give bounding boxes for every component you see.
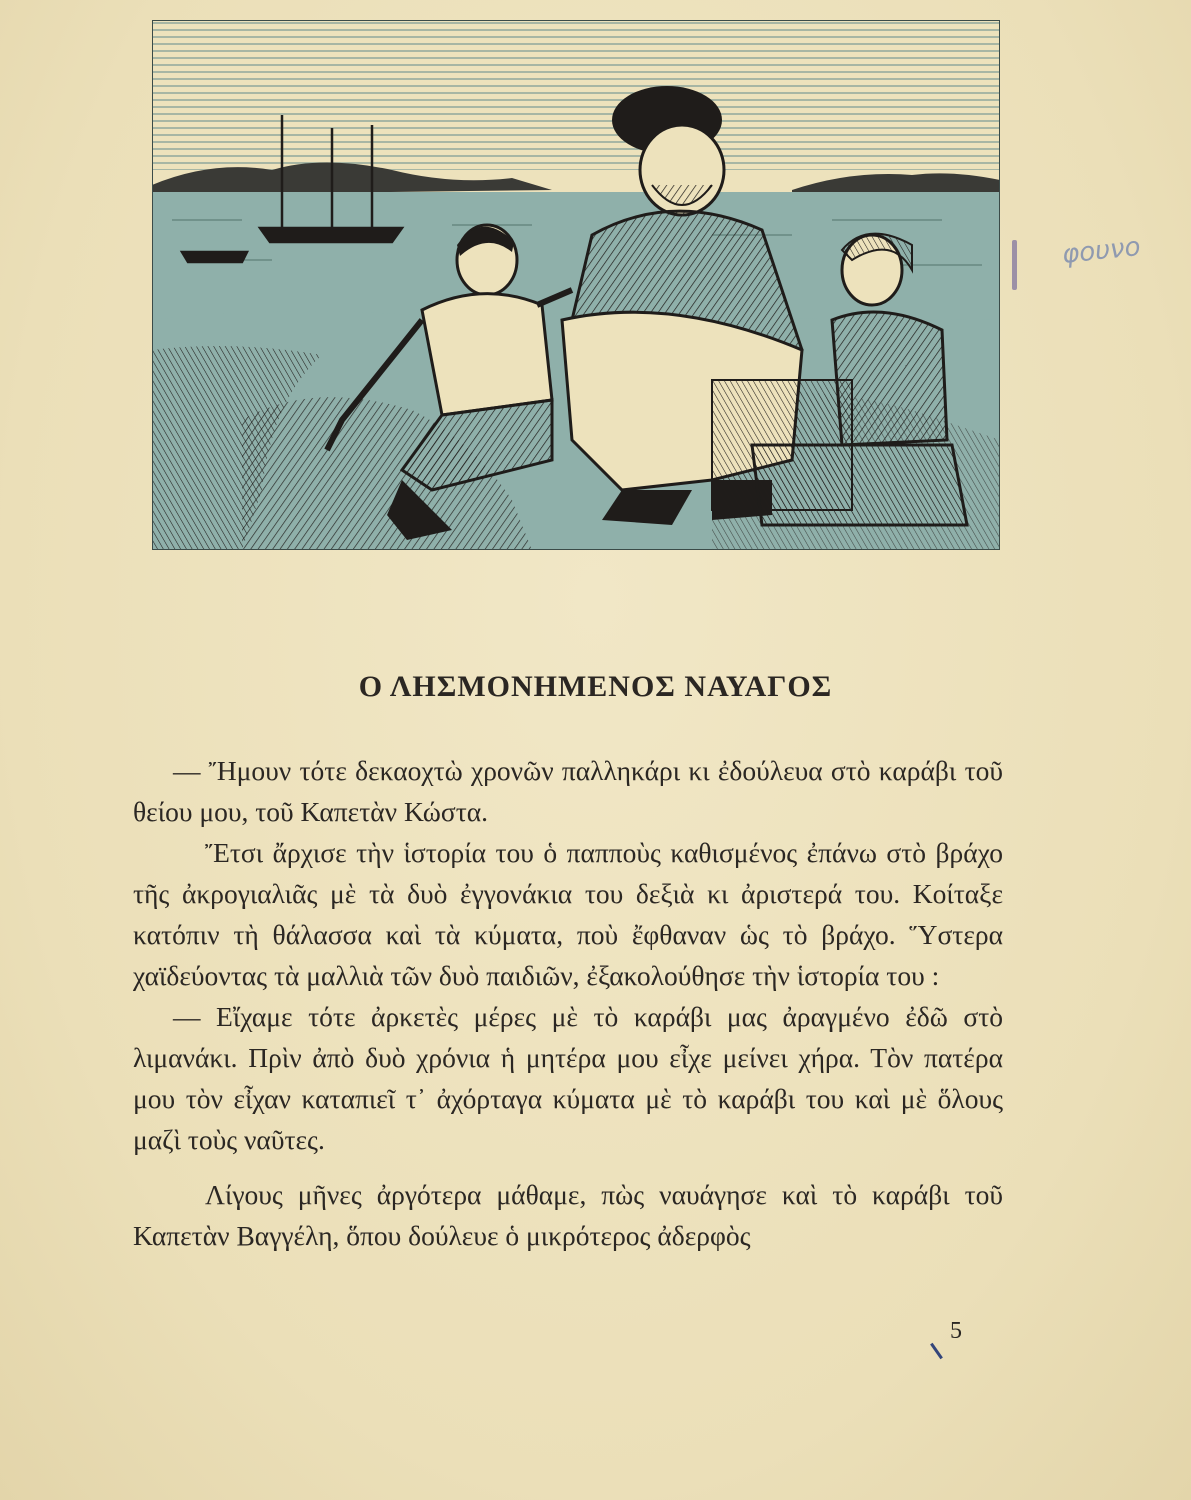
pencil-margin-mark: [1012, 240, 1017, 290]
paragraph-1: — Ἤμουν τότε δεκαοχτὼ χρονῶν παλληκάρι κι ἐδούλευα στὸ καράβι τοῦ θείου μου, τοῦ Καπετὰν Κώστα.: [133, 755, 1003, 827]
illustration-svg: [152, 20, 1000, 550]
ink-mark: [930, 1343, 943, 1359]
chapter-title: Ο ΛΗΣΜΟΝΗΜΕΝΟΣ ΝΑΥΑΓΟΣ: [358, 670, 833, 704]
body-text: [133, 750, 1003, 1256]
handwritten-margin-note: φουνο: [1060, 231, 1142, 271]
paragraph-3: — Εἴχαμε τότε ἀρκετὲς μέρες μὲ τὸ καράβι μας ἀραγμένο ἐδῶ στὸ λιμανάκι. Πρὶν ἀπὸ δυὸ χρόνια ἡ μητέρα μου εἶχε μείνει χήρα. Τὸν πατέρα μου τὸν εἶχαν καταπιεῖ τ᾿ ἀχόρταγα κύματα μὲ τὸ καράβι του καὶ μὲ ὅλους μαζὶ τοὺς ναῦτες.: [133, 1001, 1003, 1155]
woodcut-illustration: [152, 20, 1000, 550]
paragraph-2: Ἔτσι ἄρχισε τὴν ἱστορία του ὁ παπποὺς καθισμένος ἐπάνω στὸ βράχο τῆς ἀκρογιαλιᾶς μὲ τὰ δυὸ ἐγγονάκια του δεξιὰ κι ἀριστερά του. Κοίταξε κατόπιν τὴ θάλασσα καὶ τὰ κύματα, ποὺ ἔφθαναν ὡς τὸ βράχο. Ὕστερα χαϊδεύοντας τὰ μαλλιὰ τῶν δυὸ παιδιῶν, ἐξακολούθησε τὴν ἱστορία του :: [133, 837, 1003, 991]
paragraph-4: Λίγους μῆνες ἀργότερα μάθαμε, πὼς ναυάγησε καὶ τὸ καράβι τοῦ Καπετὰν Βαγγέλη, ὅπου δούλευε ὁ μικρότερος ἀδερφὸς: [133, 1179, 1003, 1251]
page-number: 5: [950, 1318, 962, 1344]
